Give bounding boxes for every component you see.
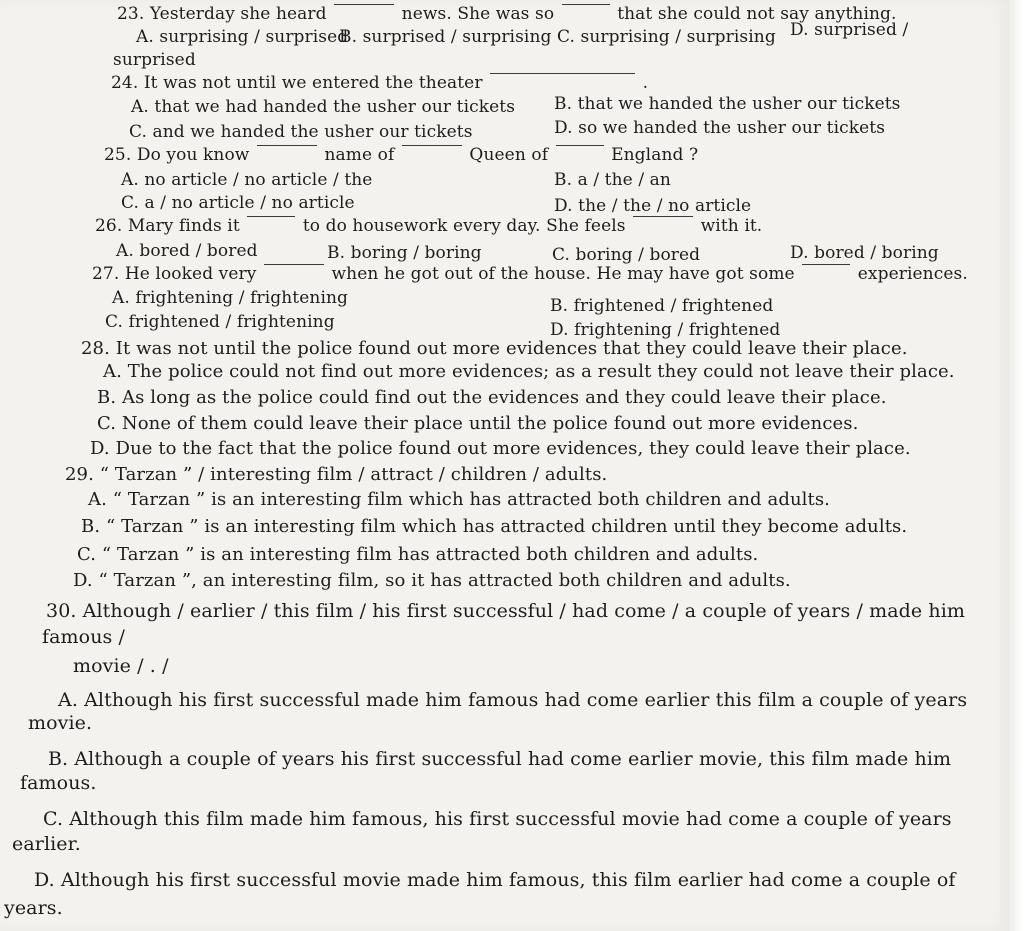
q27-option-d: D. frightening / frightened [550, 320, 781, 340]
q28-option-d: D. Due to the fact that the police found out more evidences, they could leave their place. [90, 438, 911, 459]
q26-stem [95, 216, 762, 236]
q24-stem [111, 73, 648, 93]
q25-blank-1 [257, 145, 317, 146]
q25-option-c: C. a / no article / no article [121, 193, 355, 213]
q29-option-b: B. “ Tarzan ” is an interesting film which has attracted children until they become adults. [81, 516, 908, 537]
q27-blank-2 [802, 264, 850, 265]
q24-stem-end: . [642, 73, 649, 93]
q30-option-c-line-2: earlier. [12, 833, 81, 855]
q29-option-d: D. “ Tarzan ”, an interesting film, so it has attracted both children and adults. [73, 570, 791, 591]
q25-stem [104, 145, 698, 165]
q29-stem: 29. “ Tarzan ” / interesting film / attract / children / adults. [65, 464, 608, 485]
q25-blank-2 [402, 145, 462, 146]
q30-option-b-line-2: famous. [20, 772, 97, 794]
q25-stem-part3: Queen of [469, 145, 549, 165]
q26-option-d: D. bored / boring [790, 243, 939, 263]
q24-option-a: A. that we had handed the usher our tickets [131, 97, 516, 117]
q24-option-c: C. and we handed the usher our tickets [129, 122, 473, 142]
q28-stem: 28. It was not until the police found out more evidences that they could leave their place. [81, 338, 908, 359]
q29-option-c: C. “ Tarzan ” is an interesting film has attracted both children and adults. [77, 544, 759, 565]
page-edge-shadow [1010, 0, 1024, 931]
q23-option-b: B. surprised / surprising [339, 27, 552, 47]
q30-option-a-line-1: A. Although his first successful made him famous had come earlier this film a couple of years [58, 689, 968, 711]
q30-option-c-line-1: C. Although this film made him famous, his first successful movie had come a couple of years [43, 808, 952, 830]
q23-stem [117, 4, 897, 24]
q23-stem-part2: news. She was so [401, 4, 555, 24]
q30-option-a-line-2: movie. [28, 712, 93, 734]
q26-option-b: B. boring / boring [327, 243, 482, 263]
q25-option-b: B. a / the / an [554, 170, 671, 190]
q26-option-c: C. boring / bored [552, 245, 701, 265]
q26-stem-part3: with it. [700, 216, 763, 236]
q27-option-c: C. frightened / frightening [105, 312, 335, 332]
q30-option-d-line-1: D. Although his first successful movie made him famous, this film earlier had come a couple of [34, 869, 956, 891]
q25-option-d: D. the / the / no article [554, 196, 752, 216]
q23-stem-part1: 23. Yesterday she heard [117, 4, 327, 24]
q30-stem-line-1: 30. Although / earlier / this film / his first successful / had come / a couple of years / made him [46, 600, 966, 622]
q27-blank-1 [264, 264, 324, 265]
q23-stem-part3: that she could not say anything. [617, 4, 897, 24]
q24-stem-text: 24. It was not until we entered the theater [111, 73, 483, 93]
q26-option-a: A. bored / bored [116, 241, 258, 261]
q23-blank-1 [334, 4, 394, 5]
q27-stem-part1: 27. He looked very [92, 264, 257, 284]
q25-option-a: A. no article / no article / the [121, 170, 373, 190]
q25-blank-3 [556, 145, 604, 146]
q28-option-a: A. The police could not find out more evidences; as a result they could not leave their place. [103, 361, 955, 382]
q23-option-c: C. surprising / surprising [557, 27, 776, 47]
q28-option-c: C. None of them could leave their place until the police found out more evidences. [97, 413, 859, 434]
q23-option-d-continuation: surprised [113, 50, 196, 70]
q30-option-d-line-2: years. [4, 897, 63, 919]
q30-stem-line-3: movie / . / [73, 655, 169, 677]
q26-blank-1 [247, 216, 295, 217]
q24-option-b: B. that we handed the usher our tickets [554, 94, 901, 114]
q27-option-a: A. frightening / frightening [112, 288, 349, 308]
q26-blank-2 [633, 216, 693, 217]
q23-option-a: A. surprising / surprised [136, 27, 349, 47]
q23-option-d: D. surprised / [790, 20, 909, 40]
q30-option-b-line-1: B. Although a couple of years his first successful had come earlier movie, this film made him [48, 748, 952, 770]
q23-blank-2 [562, 4, 610, 5]
q28-option-b: B. As long as the police could find out the evidences and they could leave their place. [97, 387, 887, 408]
q26-stem-part1: 26. Mary finds it [95, 216, 240, 236]
q25-stem-part1: 25. Do you know [104, 145, 250, 165]
q27-stem-part3: experiences. [857, 264, 968, 284]
q26-stem-part2: to do housework every day. She feels [302, 216, 626, 236]
q25-stem-part2: name of [324, 145, 395, 165]
q27-stem-part2: when he got out of the house. He may have got some [331, 264, 795, 284]
q30-stem-line-2: famous / [42, 626, 126, 648]
q24-option-d: D. so we handed the usher our tickets [554, 118, 886, 138]
q29-option-a: A. “ Tarzan ” is an interesting film which has attracted both children and adults. [88, 489, 830, 510]
q27-stem [92, 264, 968, 284]
q27-option-b: B. frightened / frightened [550, 296, 774, 316]
q25-stem-part4: England ? [611, 145, 699, 165]
q24-blank [490, 73, 635, 74]
